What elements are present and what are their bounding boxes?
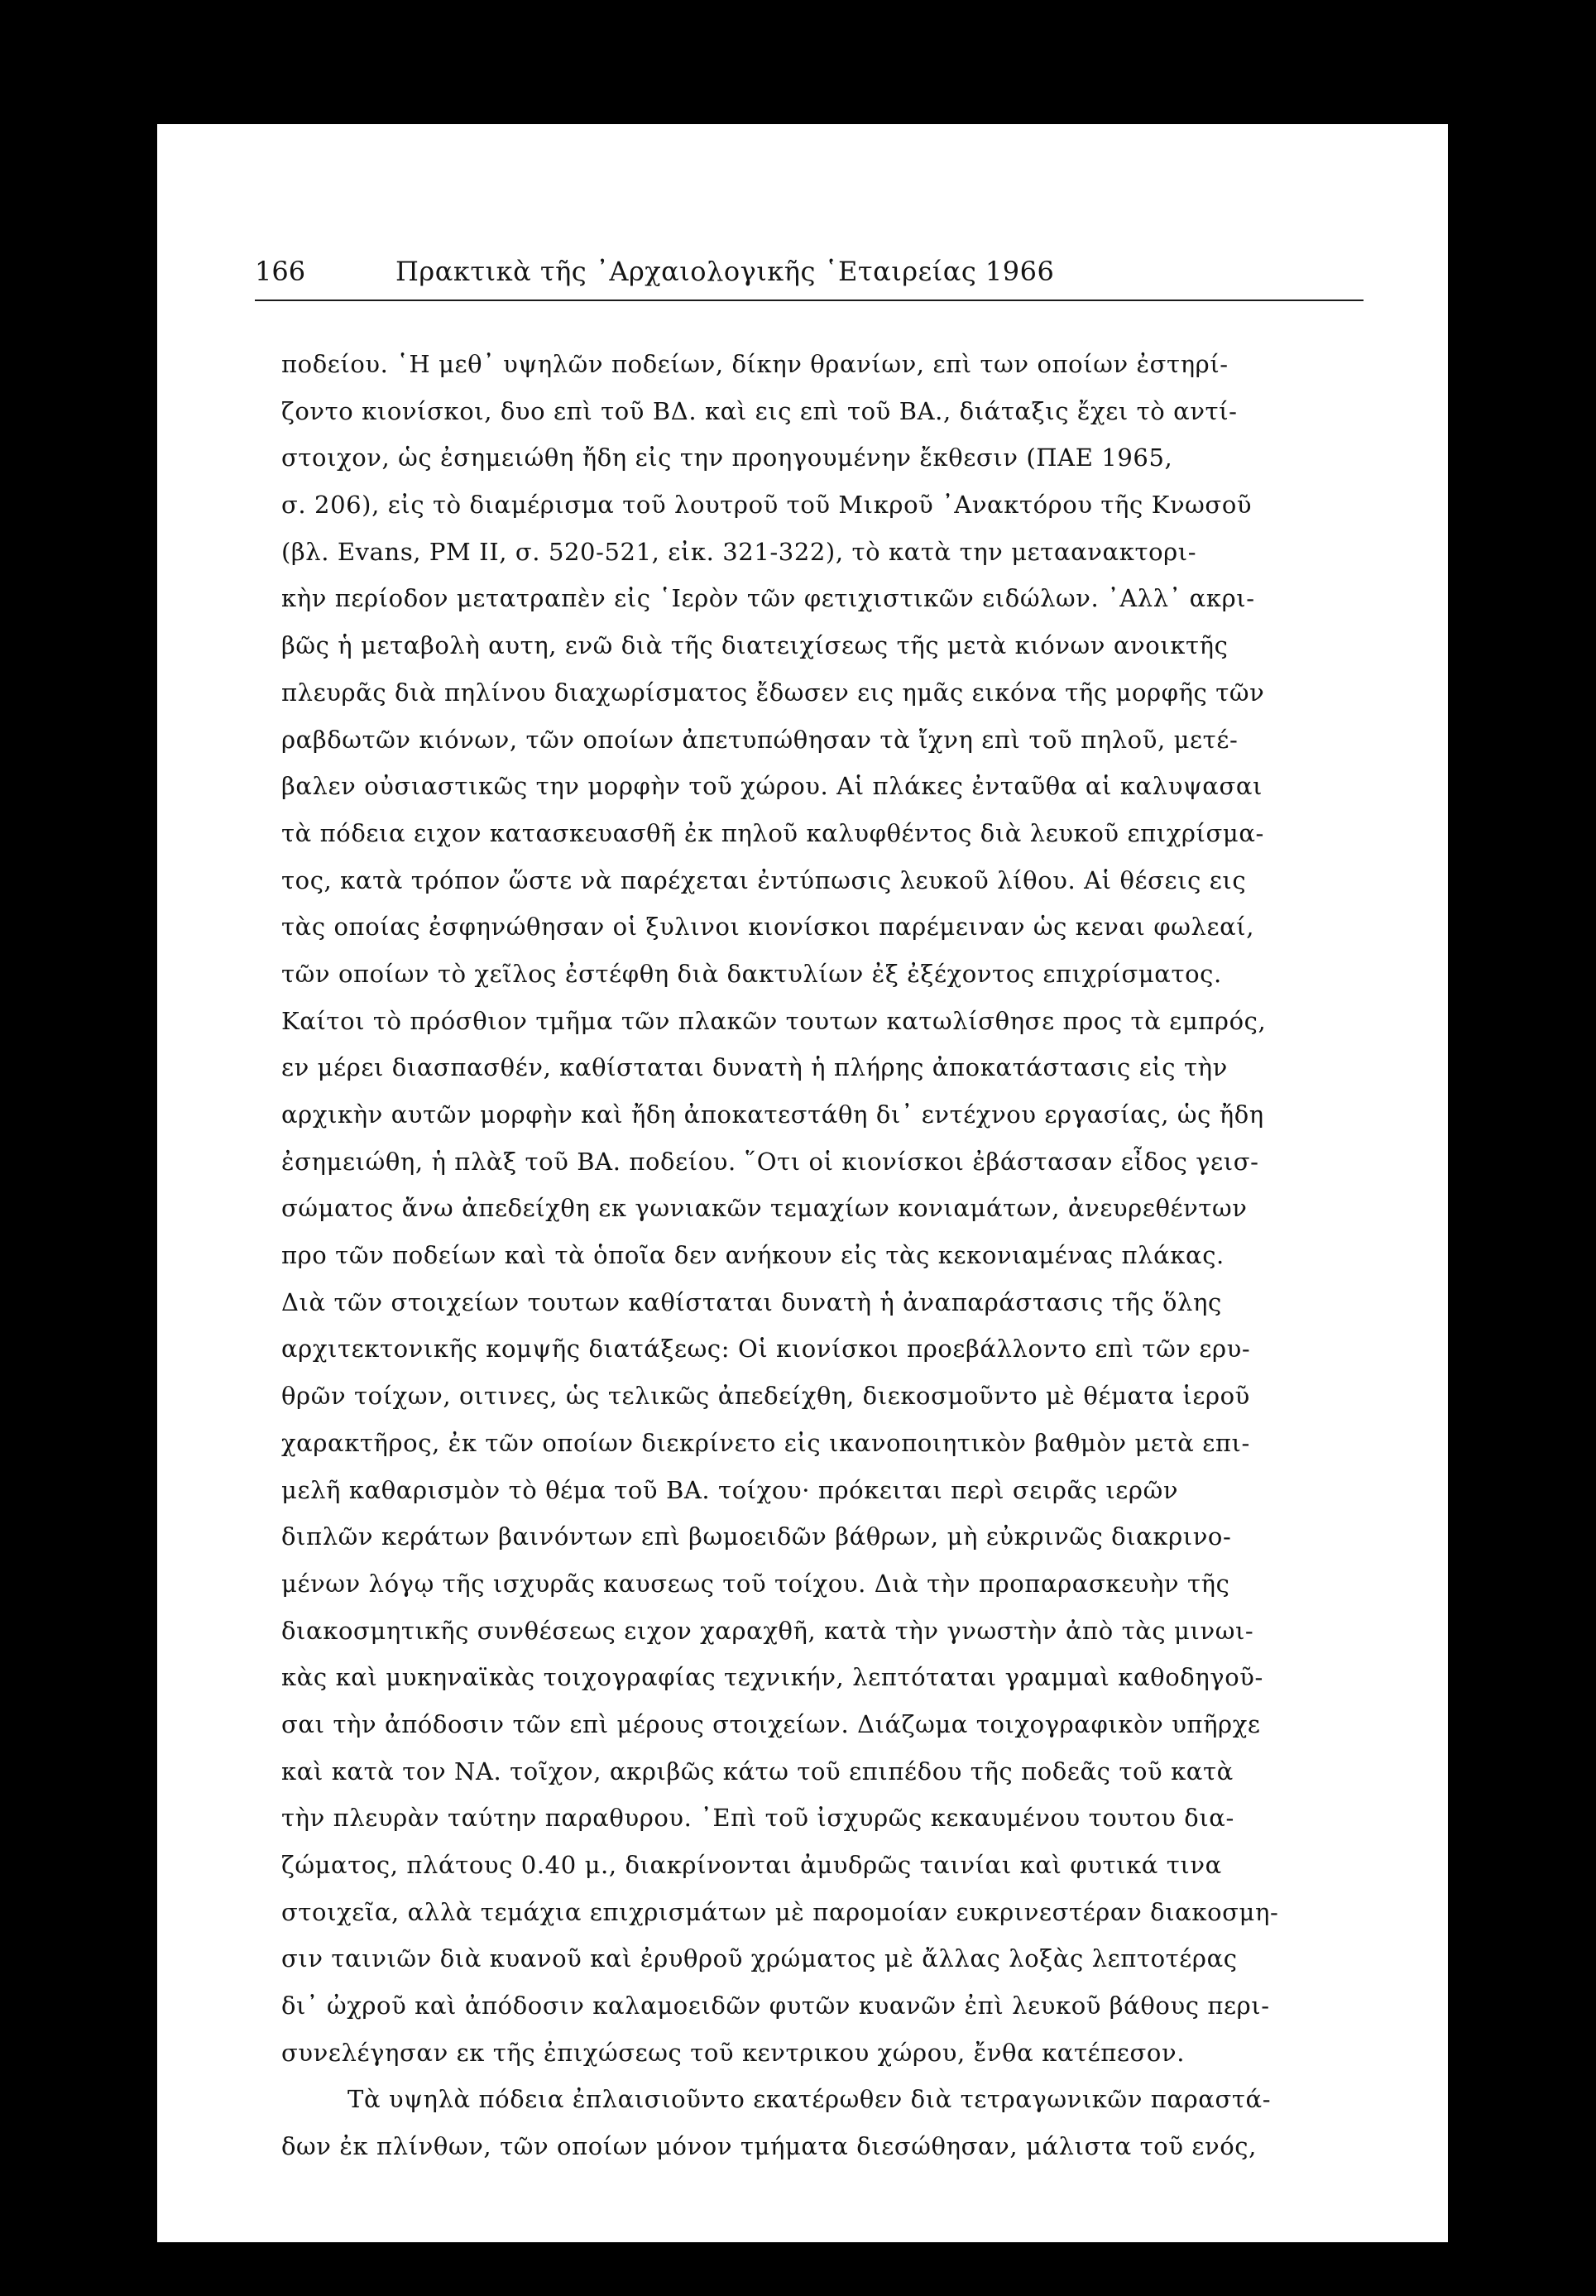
text-line: προ τῶν ποδείων καὶ τὰ ὁποῖα δεν ανήκουν εἰς τὰς κεκονιαμένας πλάκας. [281,1241,1225,1270]
text-line: καὶ κατὰ τον ΝΑ. τοῖχον, ακριβῶς κάτω τοῦ επιπέδου τῆς ποδεᾶς τοῦ κατὰ [281,1757,1234,1786]
text-line: (βλ. Evans, PM II, σ. 520-521, εἰκ. 321-322), τὸ κατὰ την μεταανακτορι- [281,537,1197,566]
paragraph [281,341,1390,2076]
text-line: ποδείου. ῾Η μεθ᾽ υψηλῶν ποδείων, δίκην θρανίων, επὶ των οποίων ἐστηρί- [281,350,1229,378]
text-line: δι᾽ ὠχροῦ καὶ ἀπόδοσιν καλαμοειδῶν φυτῶν κυανῶν ἐπὶ λευκοῦ βάθους περι- [281,1992,1270,2020]
text-line: χαρακτῆρος, ἐκ τῶν οποίων διεκρίνετο εἰς ικανοποιητικὸν βαθμὸν μετὰ επι- [281,1428,1250,1457]
body-text [281,341,1390,2170]
text-line: Τὰ υψηλὰ πόδεια ἐπλαισιοῦντο εκατέρωθεν διὰ τετραγωνικῶν παραστά- [347,2085,1272,2114]
text-line: κὴν περίοδον μετατραπὲν εἰς ῾Ιερὸν τῶν φετιχιστικῶν ειδώλων. ᾿Αλλ᾽ ακρι- [281,584,1255,613]
text-line: βῶς ἡ μεταβολὴ αυτη, ενῶ διὰ τῆς διατειχίσεως τῆς μετὰ κιόνων ανοικτῆς [281,631,1229,660]
page-number: 166 [255,256,306,287]
text-line: μένων λόγῳ τῆς ισχυρᾶς καυσεως τοῦ τοίχου. Διὰ τὴν προπαρασκευὴν τῆς [281,1569,1230,1598]
text-line: τὰ πόδεια ειχον κατασκευασθῆ ἐκ πηλοῦ καλυφθέντος διὰ λευκοῦ επιχρίσμα- [281,818,1264,847]
text-line: Διὰ τῶν στοιχείων τουτων καθίσταται δυνατὴ ἡ ἀναπαράστασις τῆς ὅλης [281,1287,1222,1316]
running-title: Πρακτικὰ τῆς ᾿Αρχαιολογικῆς ῾Εταιρείας 1966 [395,256,1055,287]
text-line: στοιχεῖα, αλλὰ τεμάχια επιχρισμάτων μὲ παρομοίαν ευκρινεστέραν διακοσμη- [281,1897,1279,1926]
text-line: ζοντο κιονίσκοι, δυο επὶ τοῦ ΒΔ. καὶ εις επὶ τοῦ ΒΑ., διάταξις ἔχει τὸ αντί- [281,396,1238,425]
text-line: αρχικὴν αυτῶν μορφὴν καὶ ἤδη ἀποκατεστάθη δι᾽ εντέχνου εργασίας, ὡς ἤδη [281,1100,1264,1129]
text-line: αρχιτεκτονικῆς κομψῆς διατάξεως: Οἱ κιονίσκοι προεβάλλοντο επὶ τῶν ερυ- [281,1335,1251,1364]
text-line: στοιχον, ὡς ἐσημειώθη ἤδη εἰς την προηγουμένην ἔκθεσιν (ΠΑΕ 1965, [281,443,1173,472]
text-line: πλευρᾶς διὰ πηλίνου διαχωρίσματος ἔδωσεν εις ημᾶς εικόνα τῆς μορφῆς τῶν [281,678,1265,707]
text-line: δων ἐκ πλίνθων, τῶν οποίων μόνον τμήματα διεσώθησαν, μάλιστα τοῦ ενός, [281,2132,1257,2161]
text-line: τὴν πλευρὰν ταύτην παραθυρου. ᾿Επὶ τοῦ ἰσχυρῶς κεκαυμένου τουτου δια- [281,1804,1234,1833]
text-line: ραβδωτῶν κιόνων, τῶν οποίων ἀπετυπώθησαν τὰ ἴχνη επὶ τοῦ πηλοῦ, μετέ- [281,725,1239,754]
text-line: μελῆ καθαρισμὸν τὸ θέμα τοῦ ΒΑ. τοίχου· πρόκειται περὶ σειρᾶς ιερῶν [281,1475,1179,1504]
text-line: διακοσμητικῆς συνθέσεως ειχον χαραχθῆ, κατὰ τὴν γνωστὴν ἀπὸ τὰς μινωι- [281,1616,1254,1645]
text-line: τος, κατὰ τρόπον ὥστε νὰ παρέχεται ἐντύπωσις λευκοῦ λίθου. Αἱ θέσεις εις [281,865,1247,894]
page-header [255,250,1364,301]
text-line: βαλεν οὐσιαστικῶς την μορφὴν τοῦ χώρου. Αἱ πλάκες ἐνταῦθα αἱ καλυψασαι [281,772,1263,801]
document-page [157,124,1448,2242]
text-line: κὰς καὶ μυκηναϊκὰς τοιχογραφίας τεχνικήν, λεπτόταται γραμμαὶ καθοδηγοῦ- [281,1663,1263,1692]
text-line: τὰς οποίας ἐσφηνώθησαν οἱ ξυλινοι κιονίσκοι παρέμειναν ὡς κεναι φωλεαί, [281,913,1255,942]
text-line: θρῶν τοίχων, οιτινες, ὡς τελικῶς ἀπεδείχθη, διεκοσμοῦντο μὲ θέματα ἱεροῦ [281,1382,1250,1411]
text-line: ζώματος, πλάτους 0.40 μ., διακρίνονται ἀμυδρῶς ταινίαι καὶ φυτικά τινα [281,1851,1222,1879]
text-line: τῶν οποίων τὸ χεῖλος ἐστέφθη διὰ δακτυλίων ἐξ ἐξέχοντος επιχρίσματος. [281,959,1222,988]
text-line: σ. 206), εἰς τὸ διαμέρισμα τοῦ λουτροῦ τοῦ Μικροῦ ᾿Ανακτόρου τῆς Κνωσοῦ [281,491,1253,520]
text-line: σιν ταινιῶν διὰ κυανοῦ καὶ ἐρυθροῦ χρώματος μὲ ἄλλας λοξὰς λεπτοτέρας [281,1944,1238,1973]
text-line: Καίτοι τὸ πρόσθιον τμῆμα τῶν πλακῶν τουτων κατωλίσθησε προς τὰ εμπρός, [281,1006,1267,1035]
text-line: εν μέρει διασπασθέν, καθίσταται δυνατὴ ἡ πλήρης ἀποκατάστασις εἰς τὴν [281,1053,1228,1082]
text-line: συνελέγησαν εκ τῆς ἐπιχώσεως τοῦ κεντρικου χώρου, ἔνθα κατέπεσον. [281,2038,1186,2067]
text-line: σώματος ἄνω ἀπεδείχθη εκ γωνιακῶν τεμαχίων κονιαμάτων, ἀνευρεθέντων [281,1194,1248,1223]
text-line: ἐσημειώθη, ἡ πλὰξ τοῦ ΒΑ. ποδείου. ῞Οτι οἱ κιονίσκοι ἐβάστασαν εἶδος γεισ- [281,1147,1259,1176]
text-line: σαι τὴν ἀπόδοσιν τῶν επὶ μέρους στοιχείων. Διάζωμα τοιχογραφικὸν υπῆρχε [281,1709,1261,1738]
paragraph [281,2076,1390,2169]
text-line: διπλῶν κεράτων βαινόντων επὶ βωμοειδῶν βάθρων, μὴ εὐκρινῶς διακρινο- [281,1522,1232,1551]
